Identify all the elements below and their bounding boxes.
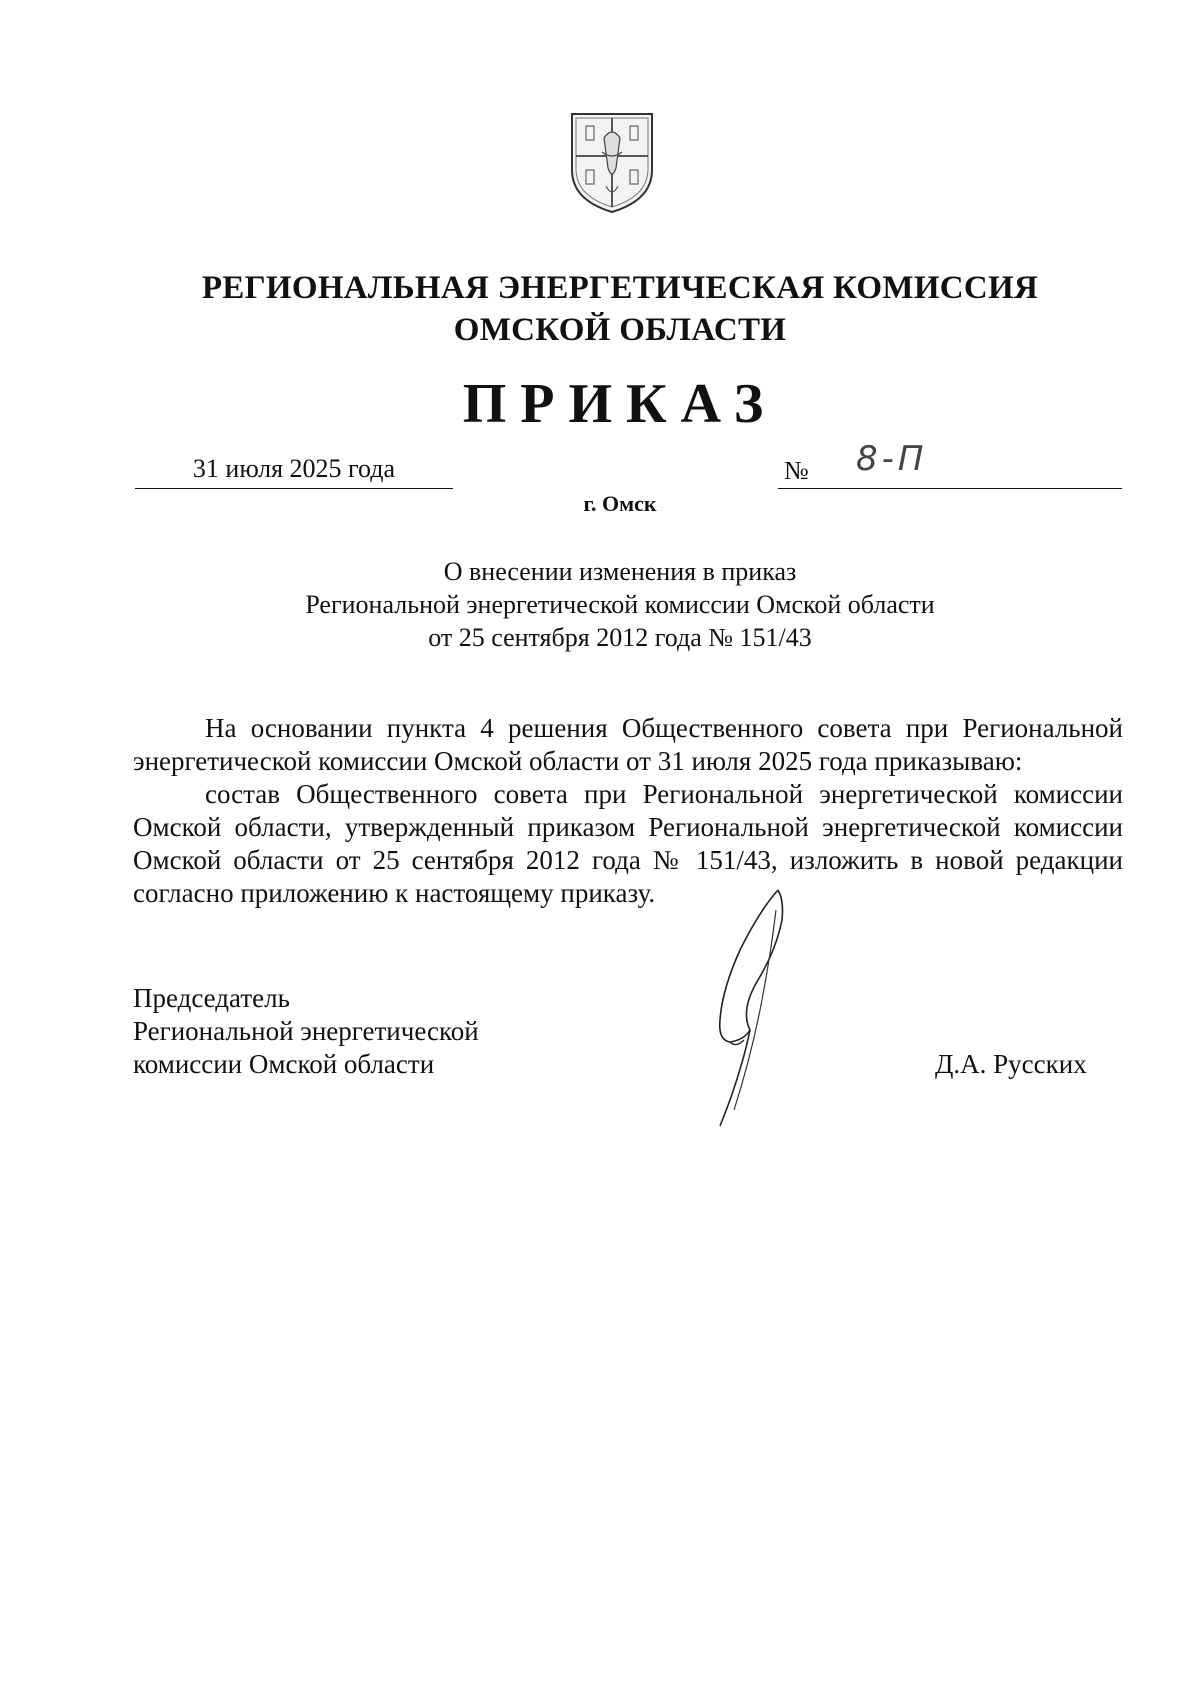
city-label: г. Омск (583, 491, 657, 516)
signatory-name: Д.А. Русских (935, 1049, 1087, 1079)
document-type-heading: ПРИКАЗ (462, 373, 778, 435)
coat-of-arms-icon (566, 108, 658, 216)
body-paragraph-order: состав Общественного совета при Региональной энергетической комиссии Омской области, утвержденный приказом Региональной энергетической комиссии Омской области от 25 сентября 2012 года № 151/43, изложить в новой редакции согласно приложению к настоящему приказу. (133, 779, 1123, 908)
subject-line1: О внесении изменения в приказ (443, 557, 797, 586)
subject-line2: Региональной энергетической комиссии Омской области (305, 590, 935, 619)
signatory-title-line2: Региональной энергетической (133, 1016, 479, 1046)
signatory-title (133, 982, 479, 1081)
document-date: 31 июля 2025 года (135, 452, 453, 489)
organization-title-line2: ОМСКОЙ ОБЛАСТИ (453, 312, 787, 348)
document-body (133, 712, 1123, 910)
body-paragraph-basis: На основании пункта 4 решения Общественного совета при Региональной энергетической комиссии Омской области от 31 июля 2025 года приказываю: (133, 713, 1123, 776)
subject-line3: от 25 сентября 2012 года № 151/43 (428, 623, 812, 652)
signatory-title-line1: Председатель (133, 983, 290, 1013)
document-number-handwritten: 8-П (856, 439, 928, 479)
document-subject (0, 555, 1200, 654)
signatory-title-line3: комиссии Омской области (133, 1049, 435, 1079)
handwritten-signature (700, 880, 810, 1130)
number-sign: № (784, 456, 809, 485)
organization-title-line1: РЕГИОНАЛЬНАЯ ЭНЕРГЕТИЧЕСКАЯ КОМИССИЯ (201, 270, 1039, 306)
document-number-field (778, 439, 1122, 489)
